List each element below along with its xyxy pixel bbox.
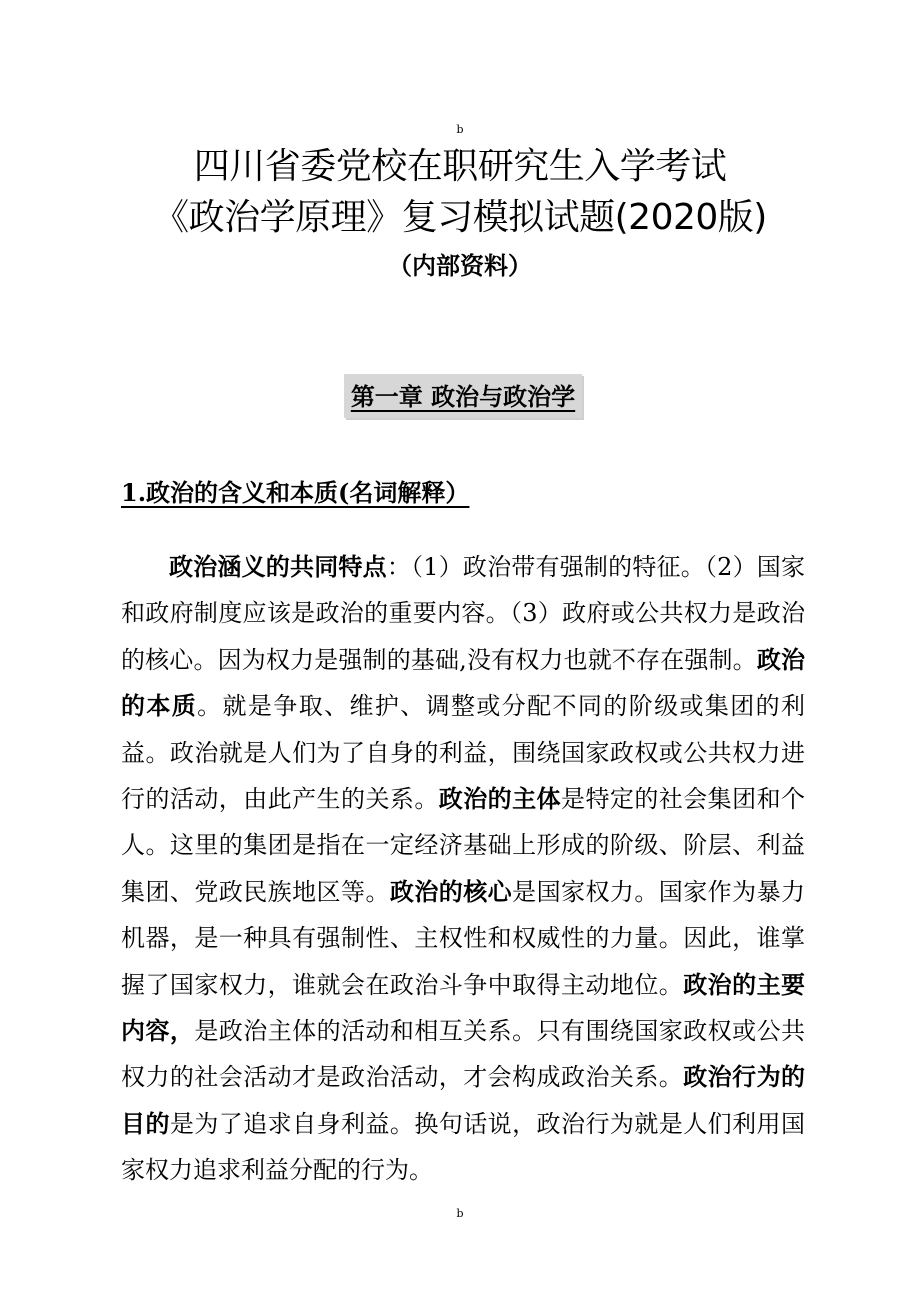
term-main-content: 政治的主要内容， [121,969,806,1046]
footer-mark: b [456,1207,464,1220]
header-mark: b [456,123,464,136]
term-core: 政治的核心 [389,876,513,906]
text-subject: 是特定的社会集团和个人。这里的集团是指在一定经济基础上形成的阶级、阶层、利益集团、党政民族地区等。 [121,785,806,906]
section-heading: 1.政治的含义和本质(名词解释） [121,478,470,507]
body-paragraph [121,544,805,1194]
text-core: 是国家权力。国家作为暴力机器，是一种具有强制性、主权性和权威性的力量。因此，谁掌握了国家权力，谁就会在政治斗争中取得主动地位。 [121,877,806,999]
chapter-title: 第一章 政治与政治学 [350,382,576,411]
document-subtitle: （内部资料） [388,251,532,280]
text-main-content: 是政治主体的活动和相互关系。只有围绕国家政权或公共权力的社会活动才是政治活动，才会构成政治关系。 [121,1017,806,1092]
document-title-line-2: 《政治学原理》复习模拟试题(2020版) [153,197,767,238]
term-essence: 政治的本质 [121,644,805,721]
term-subject: 政治的主体 [438,784,562,814]
text-purpose: 是为了追求自身利益。换句话说，政治行为就是人们利用国家权力追求利益分配的行为。 [121,1109,805,1185]
term-common-features: 政治涵义的共同特点 [169,552,387,581]
text-common-features: ：（1）政治带有强制的特征。（2）国家和政府制度应该是政治的重要内容。（3）政府或公共权力是政治的核心。因为权力是强制的基础,没有权力也就不存在强制。 [121,553,806,674]
text-essence: 。就是争取、维护、调整或分配不同的阶级或集团的利益。政治就是人们为了自身的利益，围绕国家政权或公共权力进行的活动，由此产生的关系。 [121,692,806,814]
term-purpose: 政治行为的目的 [121,1062,806,1138]
document-title-line-1: 四川省委党校在职研究生入学考试 [193,146,727,187]
